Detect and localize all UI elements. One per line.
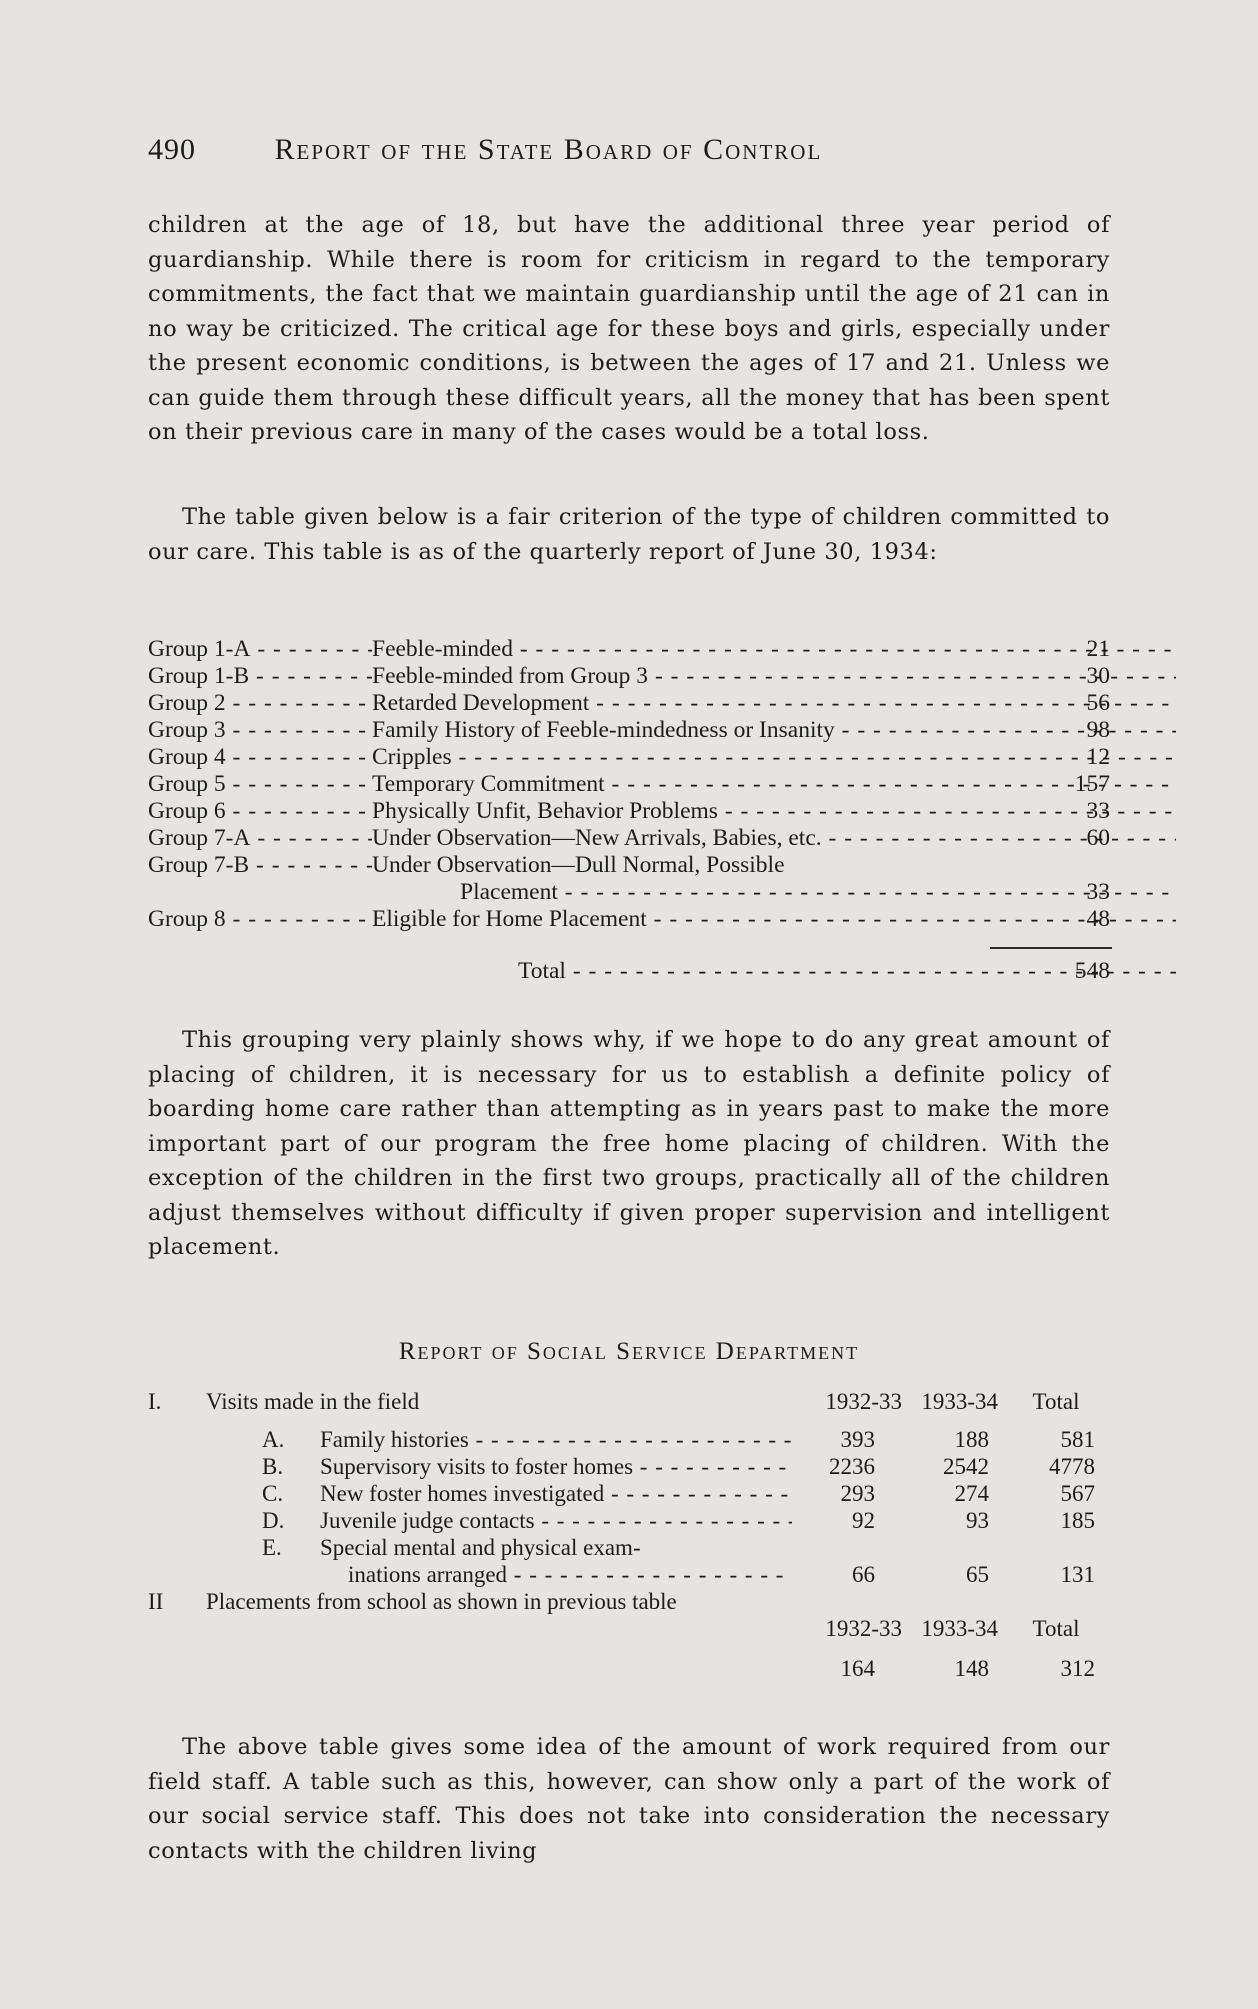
item-label: Family histories - - - (320, 1426, 792, 1453)
paragraph-text: The table given below is a fair criterion of the type of children committed to our care. This table is as of the quarterly report of June 30, 1934: (148, 504, 1110, 565)
section-heading: Report of Social Service Department (398, 1338, 860, 1365)
total-value: 548 (1074, 958, 1110, 984)
value-total: 567 (1060, 1481, 1095, 1506)
group-label: Group 7-A - - - (148, 825, 372, 852)
value-1932-33: 393 (840, 1427, 875, 1452)
item-letter: C. (262, 1481, 284, 1506)
table-row (148, 663, 1110, 690)
value-total: 185 (1060, 1508, 1095, 1533)
table-row (148, 1480, 1110, 1507)
item-letter: E. (262, 1535, 282, 1560)
value-total: 581 (1060, 1427, 1095, 1452)
groups-table (148, 636, 1110, 933)
paragraph-text: The above table gives some idea of the amount of work required from our field staff. A table such as this, however, can show only a part of the work of our social service staff. This does not take into consideration the necessary contacts with the children living (148, 1734, 1110, 1864)
social-service-table (148, 1388, 1110, 1682)
section-row (148, 1588, 1110, 1615)
group-description: Physically Unfit, Behavior Problems - - - (372, 798, 1176, 825)
column-header: 1933-34 (921, 1616, 998, 1641)
table-row (148, 798, 1110, 825)
group-count: 33 (1086, 879, 1110, 905)
value-1932-33: 66 (852, 1562, 875, 1587)
group-count: 60 (1086, 825, 1110, 851)
value-1932-33: 2236 (829, 1454, 875, 1479)
item-letter: A. (262, 1427, 285, 1452)
column-header: Total (1032, 1616, 1080, 1641)
item-label: New foster homes investigated - - - (320, 1480, 792, 1507)
table-row (148, 690, 1110, 717)
group-count: 56 (1086, 690, 1110, 716)
group-description: Cripples - - - (372, 744, 1176, 771)
group-count: 48 (1086, 906, 1110, 932)
group-count: 33 (1086, 798, 1110, 824)
group-description: Family History of Feeble-mindedness or Insanity - - - (372, 717, 1176, 744)
table-row (148, 1561, 1110, 1588)
section-label: Visits made in the field (206, 1389, 420, 1414)
table-row (148, 1655, 1110, 1682)
item-label: inations arranged - - - (348, 1561, 792, 1588)
group-description: Under Observation—Dull Normal, Possible (372, 852, 785, 878)
table-row (148, 771, 1110, 798)
item-letter: B. (262, 1454, 284, 1479)
value-1933-34: 93 (966, 1508, 989, 1533)
value-total: 4778 (1049, 1454, 1095, 1479)
value-1933-34: 2542 (943, 1454, 989, 1479)
group-count: 98 (1086, 717, 1110, 743)
value-1933-34: 148 (954, 1656, 989, 1681)
table-row (148, 1507, 1110, 1534)
sum-rule (990, 947, 1112, 949)
group-description: Eligible for Home Placement - - - (372, 906, 1176, 933)
paragraph-grouping (148, 1023, 1110, 1265)
running-header (148, 133, 1108, 167)
table-row (148, 744, 1110, 771)
group-count: 21 (1086, 636, 1110, 662)
column-header: 1933-34 (921, 1389, 998, 1414)
table-header-row (148, 1388, 1110, 1426)
value-1932-33: 92 (852, 1508, 875, 1533)
value-1933-34: 274 (954, 1481, 989, 1506)
paragraph-table-intro (148, 500, 1110, 569)
table-row (148, 717, 1110, 744)
value-total: 131 (1060, 1562, 1095, 1587)
paragraph-continuation (148, 208, 1110, 450)
table-row (148, 906, 1110, 933)
table-header-row (148, 1615, 1110, 1655)
group-description: Placement - - - (460, 879, 1176, 906)
group-label: Group 5 - - - (148, 771, 372, 798)
section-label: Placements from school as shown in previous table (206, 1589, 677, 1614)
column-header: 1932-33 (825, 1616, 902, 1641)
group-label: Group 7-B - - - (148, 852, 372, 879)
value-1933-34: 65 (966, 1562, 989, 1587)
group-count: 157 (1074, 771, 1110, 797)
group-count: 12 (1086, 744, 1110, 770)
table-row (148, 1534, 1110, 1561)
group-label: Group 1-A - - - (148, 636, 372, 663)
item-letter: D. (262, 1508, 285, 1533)
table-row (148, 636, 1110, 663)
table-row (148, 1426, 1110, 1453)
section-numeral: I. (148, 1389, 162, 1414)
paragraph-text: children at the age of 18, but have the additional three year period of guardianship. While there is room for criticism in regard to the temporary commitments, the fact that we maintain guardianship until the age of 21 can in no way be criticized. The critical age for these boys and girls, especially under the present economic conditions, is between the ages of 17 and 21. Unless we can guide them through these difficult years, all the money that has been spent on their previous care in many of the cases would be a total loss. (148, 212, 1110, 445)
section-numeral: II (148, 1589, 164, 1614)
item-label: Juvenile judge contacts - - - (320, 1507, 792, 1534)
group-label: Group 2 - - - (148, 690, 372, 717)
column-header: 1932-33 (825, 1389, 902, 1414)
table-row (148, 879, 1110, 906)
paragraph-field-staff (148, 1730, 1110, 1868)
group-description: Feeble-minded - - - (372, 636, 1176, 663)
value-total: 312 (1060, 1656, 1095, 1681)
group-label: Group 1-B - - - (148, 663, 372, 690)
value-1932-33: 293 (840, 1481, 875, 1506)
group-description: Retarded Development - - - (372, 690, 1176, 717)
group-label: Group 3 - - - (148, 717, 372, 744)
table-row (148, 1453, 1110, 1480)
total-label: Total - - - (518, 958, 1176, 985)
value-1933-34: 188 (954, 1427, 989, 1452)
group-label: Group 6 - - - (148, 798, 372, 825)
table-row (148, 825, 1110, 852)
column-header: Total (1032, 1389, 1080, 1414)
running-title: Report of the State Board of Control (274, 133, 823, 166)
group-description: Feeble-minded from Group 3 - - - (372, 663, 1176, 690)
group-label: Group 4 - - - (148, 744, 372, 771)
value-1932-33: 164 (840, 1656, 875, 1681)
group-label: Group 8 - - - (148, 906, 372, 933)
table-row (148, 852, 1110, 879)
item-label: Supervisory visits to foster homes - - - (320, 1453, 792, 1480)
page-number: 490 (148, 133, 196, 166)
group-description: Temporary Commitment - - - (372, 771, 1176, 798)
item-label: Special mental and physical exam- (320, 1535, 641, 1560)
total-row (148, 958, 1110, 986)
group-count: 30 (1086, 663, 1110, 689)
paragraph-text: This grouping very plainly shows why, if we hope to do any great amount of placing of children, it is necessary for us to establish a definite policy of boarding home care rather than attempting as in years past to make the more important part of our program the free home placing of children. With the exception of the children in the first two groups, practically all of the children adjust themselves without difficulty if given proper supervision and intelligent placement. (148, 1027, 1110, 1260)
group-description: Under Observation—New Arrivals, Babies, etc. - - - (372, 825, 1176, 852)
